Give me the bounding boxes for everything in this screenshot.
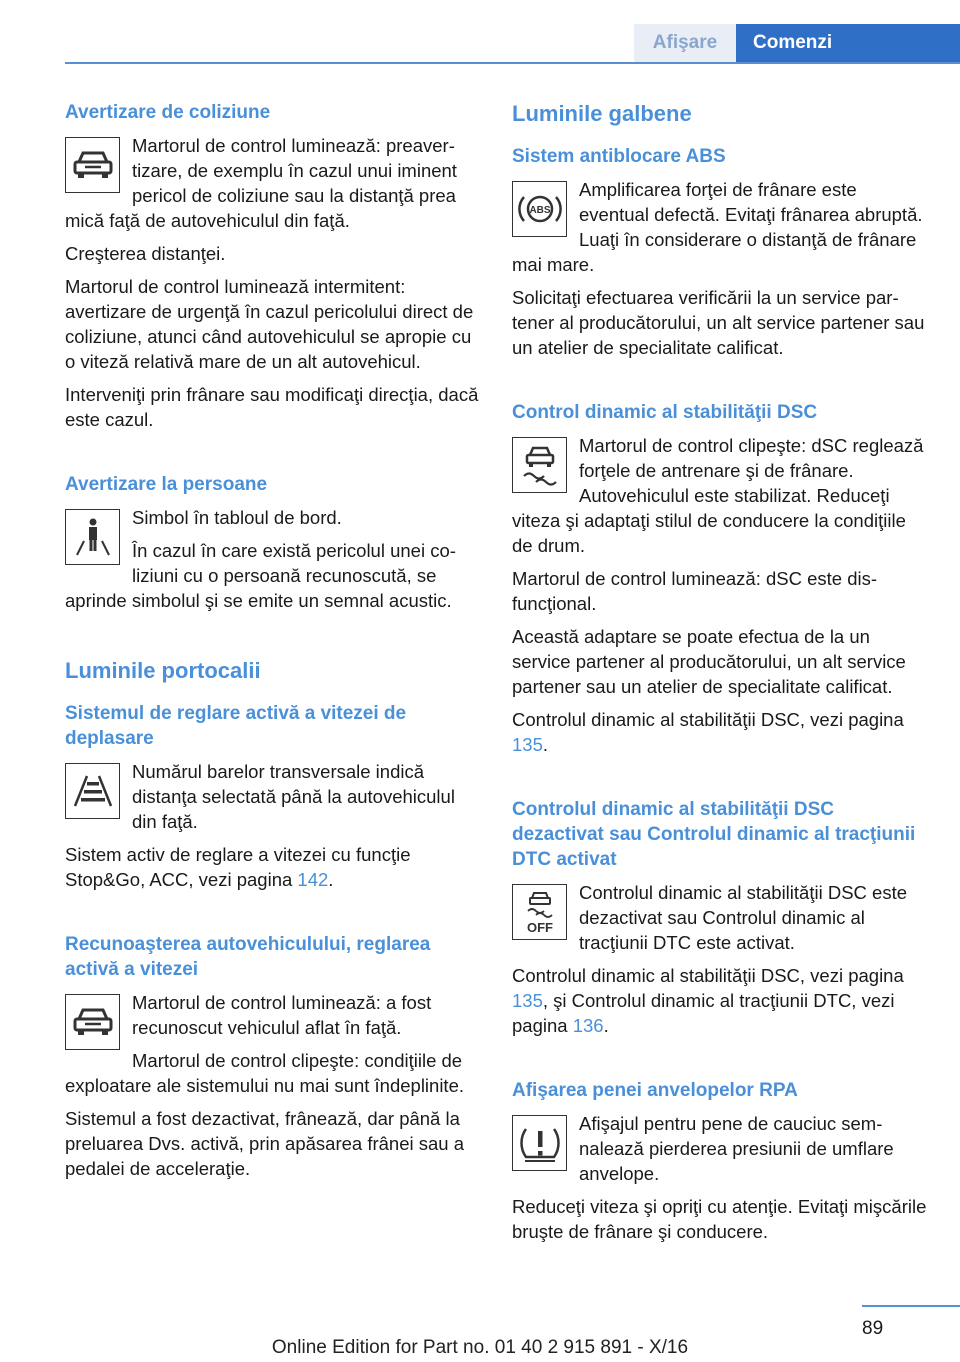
paragraph: Sistem activ de reglare a vitezei cu funcţie Stop&Go, ACC, vezi pagina 142. — [65, 844, 411, 890]
paragraph: Această adaptare se poate efectua de la un service partener al producătorului, un alt service partener sau un atelier de specialitate calificat. — [512, 626, 906, 697]
paragraph: Interveniţi prin frânare sau modificaţi direcţia, dacă este cazul. — [65, 384, 479, 430]
page-link[interactable]: 142 — [297, 869, 329, 890]
tab-afisare[interactable]: Afişare — [634, 24, 736, 62]
page-link[interactable]: 135 — [512, 990, 543, 1011]
footer-rule — [862, 1305, 960, 1307]
right-column — [512, 100, 927, 1252]
abs-icon — [512, 181, 567, 237]
car-front-icon — [65, 994, 120, 1050]
paragraph: Martorul de control luminează: a fost recunoscut vehiculul aflat în faţă. — [132, 992, 432, 1038]
page-link[interactable]: 136 — [572, 1015, 604, 1036]
paragraph: Martorul de control clipeşte: dSC reglează forţele de antrenare şi de frânare. Autovehiculul este stabilizat. Reduceţi viteza şi adaptaţi stilul de conducere la condiţiile de drum. — [512, 435, 924, 556]
section-title: Control dinamic al stabilităţii DSC — [512, 402, 818, 423]
section-person-warning — [65, 472, 480, 613]
paragraph: Martorul de control clipeşte: condiţiile de exploatare ale sistemului nu mai sunt îndeplinite. — [65, 1050, 465, 1096]
paragraph: Numărul barelor transversale indică distanţa selectată până la autovehiculul din faţă. — [132, 761, 455, 832]
section-title: Controlul dinamic al stabilităţii DSC dezactivat sau Controlul dinamic al tracţiunii DTC activat — [512, 799, 916, 870]
pedestrian-warning-icon — [65, 509, 120, 565]
svg-text:ABS: ABS — [528, 205, 551, 216]
paragraph: Controlul dinamic al stabilităţii DSC, vezi pagina 135, şi Controlul dinamic al tracţiunii DTC, vezi pagina 136. — [512, 965, 904, 1036]
section-title: Avertizare la persoane — [65, 474, 268, 495]
svg-text:OFF: OFF — [526, 920, 553, 935]
paragraph: Amplificarea forţei de frânare este eventual defectă. Evitaţi frânarea abruptă. Luaţi în considerare o distanţă de frânare mai mare. — [512, 179, 923, 275]
paragraph: Martorul de control luminează: preavertizare, de exemplu în cazul unui iminent pericol de coliziune sau la distanţă prea mică faţă de autovehiculul din faţă. — [65, 135, 457, 231]
page-number: 89 — [862, 1318, 884, 1339]
paragraph: Controlul dinamic al stabilităţii DSC este dezactivat sau Controlul dinamic al tracţiunii DTC este activat. — [579, 882, 907, 953]
paragraph: Creşterea distanţei. — [65, 243, 226, 264]
section-abs — [512, 144, 927, 360]
section-active-cruise — [65, 701, 480, 892]
section-rpa — [512, 1078, 927, 1244]
heading-orange-lights: Luminile portocalii — [65, 658, 261, 683]
section-dsc — [512, 400, 927, 757]
tab-comenzi[interactable]: Comenzi — [736, 24, 960, 62]
page-link[interactable]: 135 — [512, 734, 543, 755]
paragraph: Controlul dinamic al stabilităţii DSC, vezi pagina 135. — [512, 709, 904, 755]
heading-yellow-lights: Luminile galbene — [512, 101, 692, 126]
section-title: Afişarea penei anvelopelor RPA — [512, 1080, 798, 1101]
section-title: Recunoaşterea autovehiculului, reglarea activă a vitezei — [65, 934, 431, 980]
paragraph: Solicitaţi efectuarea verificării la un service partener al producătorului, un alt service partener sau un atelier de specialitate calificat. — [512, 287, 925, 358]
left-column — [65, 100, 480, 1189]
section-title: Sistem antiblocare ABS — [512, 146, 726, 167]
distance-bars-icon — [65, 763, 120, 819]
section-title: Avertizare de coliziune — [65, 102, 271, 123]
section-vehicle-detection — [65, 932, 480, 1181]
car-front-warning-icon — [65, 137, 120, 193]
section-dsc-off — [512, 797, 927, 1038]
paragraph: Martorul de control luminează: dSC este disfuncţional. — [512, 568, 878, 614]
tire-pressure-icon — [512, 1115, 567, 1171]
section-collision-warning — [65, 100, 480, 432]
dsc-off-icon — [512, 884, 567, 940]
paragraph: Simbol în tabloul de bord. — [132, 507, 342, 528]
paragraph: Reduceţi viteza şi opriţi cu atenţie. Evitaţi mişcările bruşte de frânare şi conducere. — [512, 1196, 927, 1242]
dsc-skid-icon — [512, 437, 567, 493]
paragraph: În cazul în care există pericolul unei coliziuni cu o persoană recunoscută, se aprinde simbolul şi se emite un semnal acustic. — [65, 540, 456, 611]
header-rule — [65, 62, 960, 64]
paragraph: Sistemul a fost dezactivat, frânează, dar până la preluarea Dvs. activă, prin apăsarea frânei sau a pedalei de acceleraţie. — [65, 1108, 464, 1179]
edition-footer: Online Edition for Part no. 01 40 2 915 891 - X/16 — [271, 1337, 689, 1358]
paragraph: Martorul de control luminează intermitent: avertizare de urgenţă în cazul pericolului direct de coliziune, atunci când autovehiculul se apropie cu o viteză relativă mare de un alt autovehicul. — [65, 276, 474, 372]
section-title: Sistemul de reglare activă a vitezei de deplasare — [65, 703, 407, 749]
paragraph: Afişajul pentru pene de cauciuc semnalează pierderea presiunii de umflare anvelope. — [579, 1113, 894, 1184]
